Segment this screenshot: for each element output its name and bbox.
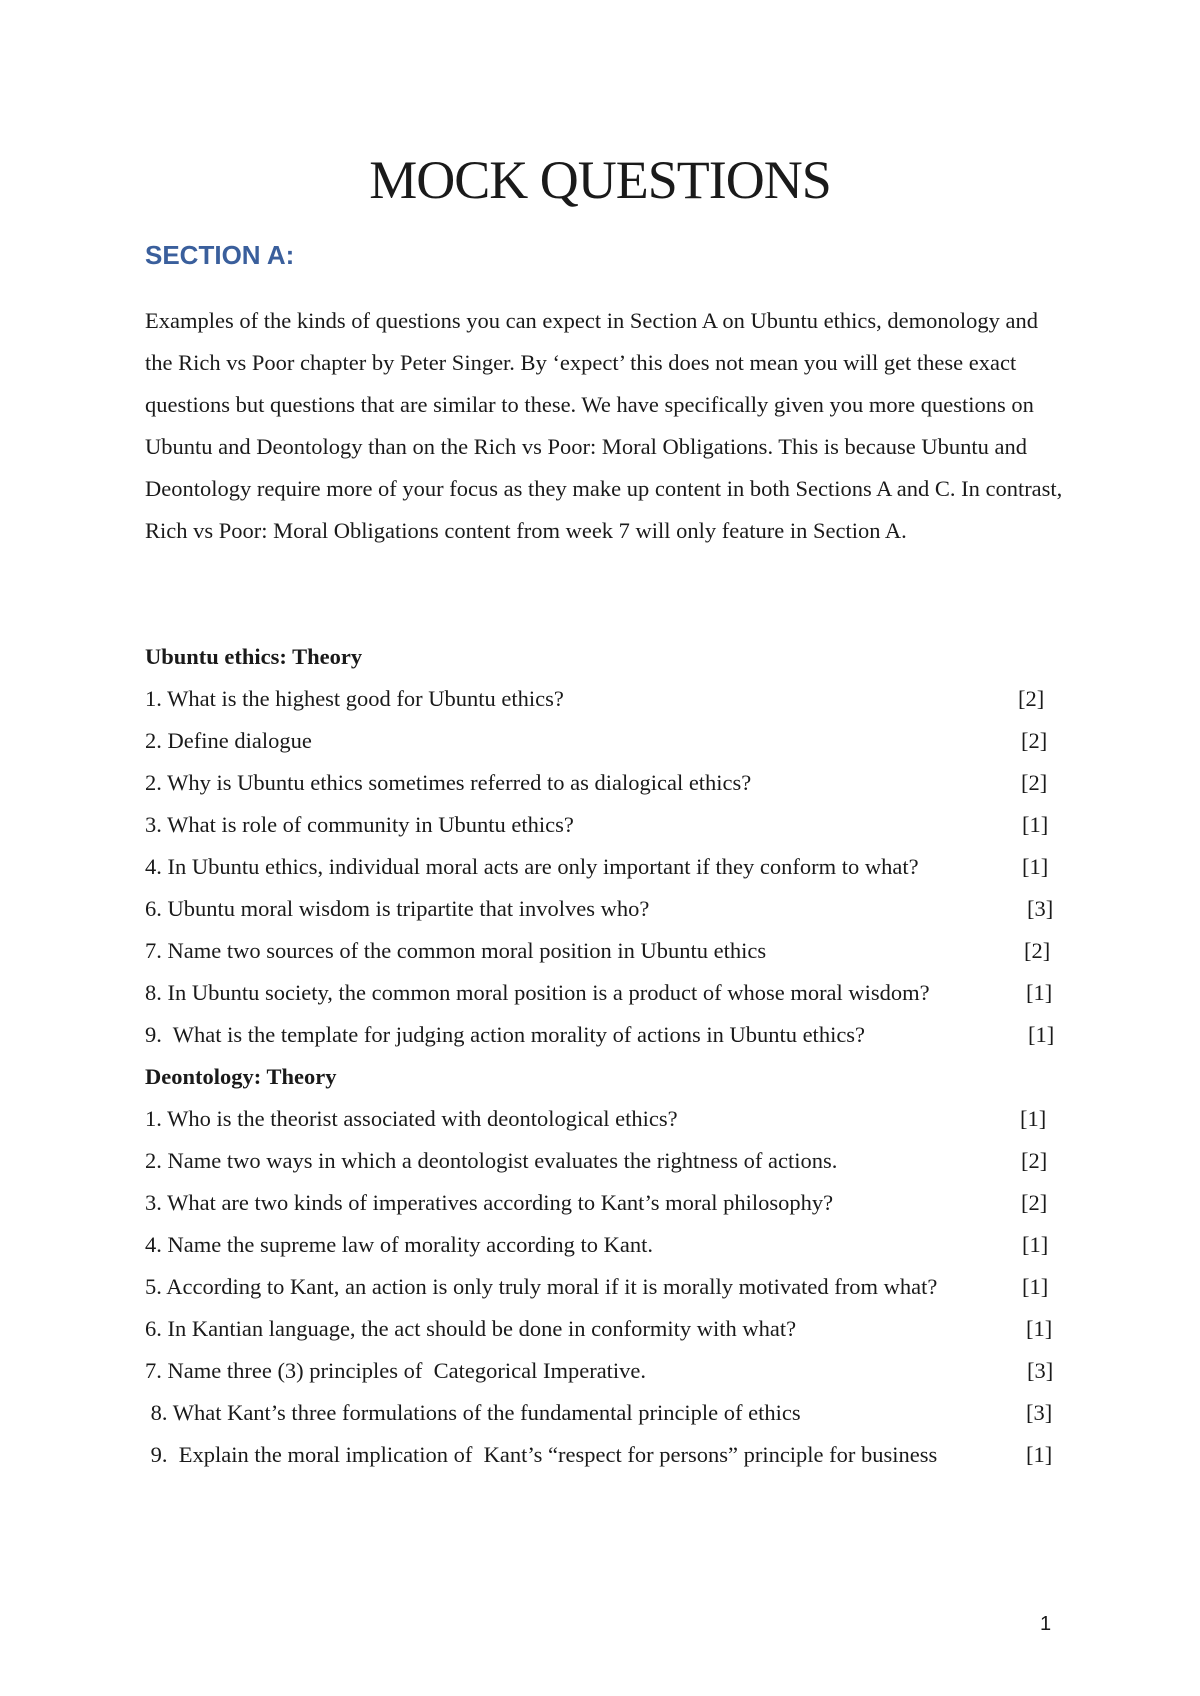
- section-heading: SECTION A:: [145, 240, 295, 270]
- question-text: 1. Who is the theorist associated with deontological ethics?: [145, 1106, 678, 1131]
- question-text: 9. Explain the moral implication of Kant’s “respect for persons” principle for business: [145, 1442, 938, 1467]
- question-text: 8. In Ubuntu society, the common moral position is a product of whose moral wisdom?: [145, 980, 930, 1005]
- question-marks: [1]: [1020, 1106, 1047, 1131]
- question-row: [145, 972, 1065, 1014]
- question-marks: [2]: [1021, 1190, 1048, 1215]
- deontology-heading: Deontology: Theory: [145, 1064, 337, 1089]
- question-row: [145, 1350, 1065, 1392]
- question-row: [145, 804, 1065, 846]
- question-row: [145, 1392, 1065, 1434]
- question-marks: [1]: [1026, 1442, 1053, 1467]
- question-row: [145, 1308, 1065, 1350]
- question-marks: [2]: [1021, 1148, 1048, 1173]
- question-row: [145, 762, 1065, 804]
- question-row: [145, 1014, 1065, 1056]
- question-row: [145, 930, 1065, 972]
- question-text: 3. What are two kinds of imperatives according to Kant’s moral philosophy?: [145, 1190, 834, 1215]
- question-marks: [2]: [1021, 728, 1048, 753]
- question-text: 7. Name two sources of the common moral position in Ubuntu ethics: [145, 938, 767, 963]
- question-text: 6. Ubuntu moral wisdom is tripartite that involves who?: [145, 896, 650, 921]
- question-text: 7. Name three (3) principles of Categorical Imperative.: [145, 1358, 647, 1383]
- question-marks: [1]: [1026, 1316, 1053, 1341]
- question-marks: [1]: [1028, 1022, 1055, 1047]
- question-marks: [3]: [1027, 1358, 1054, 1383]
- question-row: [145, 720, 1065, 762]
- deontology-question-group: [145, 1056, 1065, 1476]
- question-marks: [2]: [1024, 938, 1051, 963]
- question-row: [145, 1140, 1065, 1182]
- question-marks: [3]: [1027, 896, 1054, 921]
- question-text: 2. Why is Ubuntu ethics sometimes referred to as dialogical ethics?: [145, 770, 752, 795]
- question-text: 2. Define dialogue: [145, 728, 312, 753]
- question-text: 3. What is role of community in Ubuntu ethics?: [145, 812, 574, 837]
- question-text: 5. According to Kant, an action is only truly moral if it is morally motivated from what?: [145, 1274, 938, 1299]
- question-row: [145, 1098, 1065, 1140]
- question-row: [145, 1224, 1065, 1266]
- question-marks: [1]: [1022, 1274, 1049, 1299]
- ubuntu-heading: Ubuntu ethics: Theory: [145, 644, 363, 669]
- question-text: 9. What is the template for judging action morality of actions in Ubuntu ethics?: [145, 1022, 866, 1047]
- question-marks: [3]: [1026, 1400, 1053, 1425]
- question-marks: [2]: [1021, 770, 1048, 795]
- page-title: MOCK QUESTIONS: [369, 150, 831, 210]
- question-row: [145, 1434, 1065, 1476]
- question-marks: [1]: [1022, 812, 1049, 837]
- question-text: 4. Name the supreme law of morality according to Kant.: [145, 1232, 653, 1257]
- question-text: 8. What Kant’s three formulations of the fundamental principle of ethics: [145, 1400, 801, 1425]
- question-marks: [1]: [1026, 980, 1053, 1005]
- question-row: [145, 846, 1065, 888]
- question-row: [145, 1182, 1065, 1224]
- question-text: 4. In Ubuntu ethics, individual moral acts are only important if they conform to what?: [145, 854, 919, 879]
- question-marks: [1]: [1022, 1232, 1049, 1257]
- question-row: [145, 1266, 1065, 1308]
- intro-paragraph: Examples of the kinds of questions you can expect in Section A on Ubuntu ethics, demonology and the Rich vs Poor chapter by Peter Singer. By ‘expect’ this does not mean you will get these exact questions but questions that are similar to these. We have specifically given you more questions on Ubuntu and Deontology than on the Rich vs Poor: Moral Obligations. This is because Ubuntu and Deontology require more of your focus as they make up content in both Sections A and C. In contrast, Rich vs Poor: Moral Obligations content from week 7 will only feature in Section A.: [145, 308, 1063, 543]
- question-marks: [1]: [1022, 854, 1049, 879]
- ubuntu-question-group: [145, 636, 1065, 1056]
- question-row: [145, 888, 1065, 930]
- question-text: 6. In Kantian language, the act should be done in conformity with what?: [145, 1316, 797, 1341]
- question-marks: [2]: [1018, 686, 1045, 711]
- question-text: 1. What is the highest good for Ubuntu ethics?: [145, 686, 564, 711]
- page-number: 1: [1040, 1613, 1052, 1635]
- question-row: [145, 678, 1065, 720]
- question-text: 2. Name two ways in which a deontologist evaluates the rightness of actions.: [145, 1148, 838, 1173]
